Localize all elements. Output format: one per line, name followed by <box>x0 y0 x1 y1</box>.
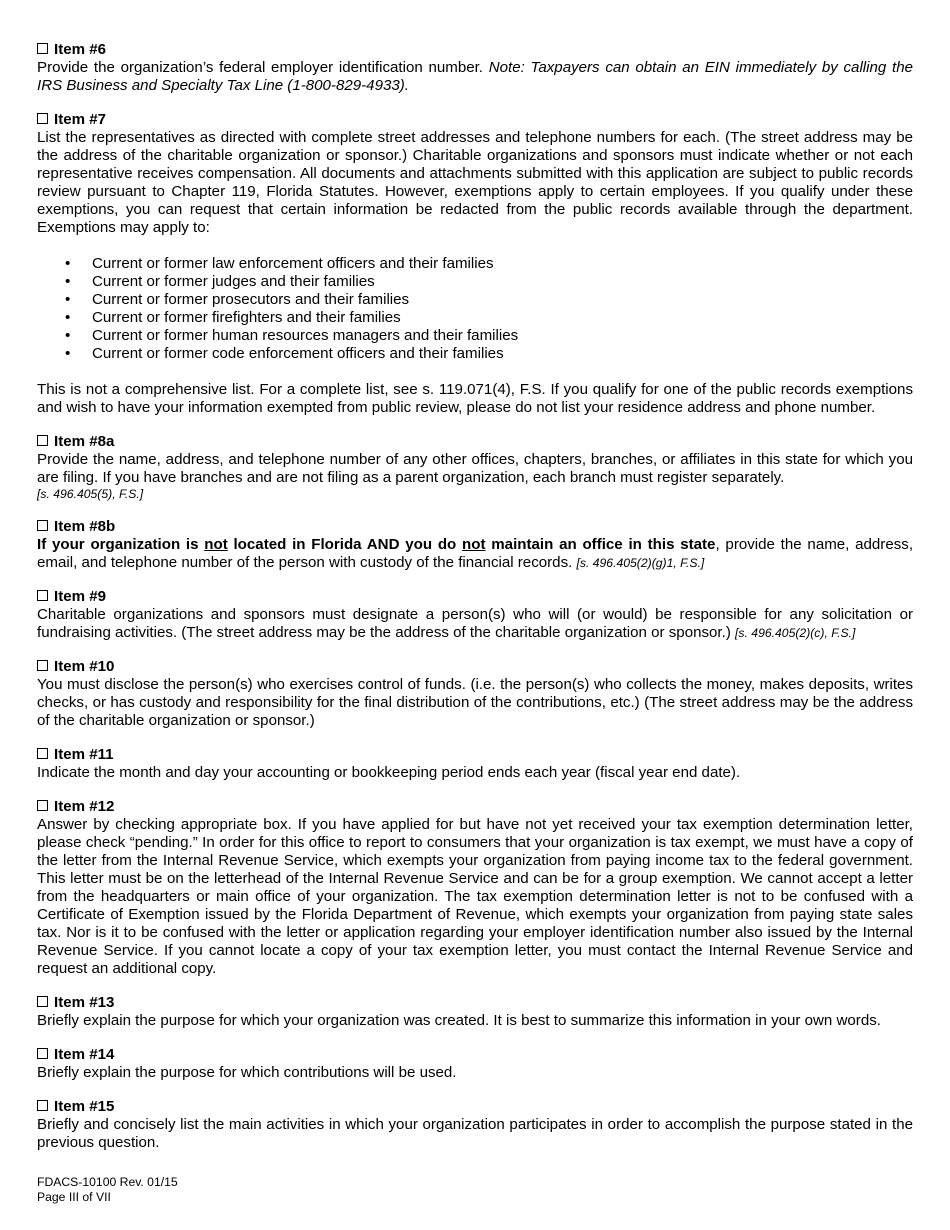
item-7-text: List the representatives as directed with complete street addresses and telephone numbers for each. (The street address may be the address of the charitable organization or sponsor.) Charitable organizations and sponsors must indicate whether or not each representative receives compensation. All documents and attachments submitted with this application are subject to public records review pursuant to Chapter 119, Florida Statutes. However, exemptions apply to certain employees. If you qualify under these exemptions, you can request that certain information be redacted from the public records available through the department. Exemptions may apply to: <box>37 129 913 236</box>
exemption-list <box>37 255 913 363</box>
item-8a <box>37 433 913 502</box>
item-15 <box>37 1098 913 1152</box>
checkbox-icon <box>37 113 48 124</box>
list-item: • Current or former code enforcement officers and their families <box>92 345 913 363</box>
item-8b-text: If your organization is not located in Florida AND you do not maintain an office in this state, provide the name, address, email, and telephone number of the person with custody of the financial records. [s. 496.405(2)(g)1, F.S.] <box>37 536 914 571</box>
checkbox-icon <box>37 520 48 531</box>
item-15-text: Briefly and concisely list the main activities in which your organization participates in order to accomplish the purpose stated in the previous question. <box>37 1116 913 1151</box>
page-number: Page III of VII <box>37 1190 111 1204</box>
item-11-text: Indicate the month and day your accounting or bookkeeping period ends each year (fiscal year end date). <box>37 764 741 781</box>
item-7-after-text: This is not a comprehensive list. For a complete list, see s. 119.071(4), F.S. If you qualify for one of the public records exemptions and wish to have your information exempted from public review, please do not list your residence address and phone number. <box>37 381 913 416</box>
item-12-heading: Item #12 <box>37 798 913 816</box>
item-8a-heading: Item #8a <box>37 433 913 451</box>
checkbox-icon <box>37 748 48 759</box>
item-13 <box>37 994 913 1030</box>
item-11 <box>37 746 913 782</box>
item-15-heading: Item #15 <box>37 1098 913 1116</box>
item-14-text: Briefly explain the purpose for which contributions will be used. <box>37 1064 457 1081</box>
checkbox-icon <box>37 996 48 1007</box>
checkbox-icon <box>37 435 48 446</box>
item-13-heading: Item #13 <box>37 994 913 1012</box>
checkbox-icon <box>37 800 48 811</box>
checkbox-icon <box>37 660 48 671</box>
item-10 <box>37 658 913 730</box>
document-page <box>37 41 913 1168</box>
list-item: • Current or former prosecutors and their families <box>92 291 913 309</box>
checkbox-icon <box>37 1048 48 1059</box>
item-6-heading: Item #6 <box>37 41 913 59</box>
checkbox-icon <box>37 590 48 601</box>
item-8a-text: Provide the name, address, and telephone number of any other offices, chapters, branches, or affiliates in this state for which you are filing. If you have branches and are not filing as a parent organization, each branch must register separately. <box>37 451 913 486</box>
checkbox-icon <box>37 1100 48 1111</box>
item-6 <box>37 41 913 95</box>
list-item: • Current or former judges and their families <box>92 273 913 291</box>
item-7-heading: Item #7 <box>37 111 913 129</box>
item-8b <box>37 518 913 572</box>
item-13-text: Briefly explain the purpose for which your organization was created. It is best to summarize this information in your own words. <box>37 1012 881 1029</box>
item-12-text: Answer by checking appropriate box. If you have applied for but have not yet received your tax exemption determination letter, please check “pending.” In order for this office to report to consumers that your organization is tax exempt, we must have a copy of the letter from the Internal Revenue Service, which exempts your organization from paying income tax to the federal government. This letter must be on the letterhead of the Internal Revenue Service and can be for a group exemption. We cannot accept a letter from the headquarters or main office of your organization. The tax exemption determination letter is not to be confused with a Certificate of Exemption issued by the Florida Department of Revenue, which exempts your organization from paying state sales tax. Nor is it to be confused with the letter or application regarding your employer identification number also issued by the Internal Revenue Service. If you cannot locate a copy of your tax exemption letter, you must contact the Internal Revenue Service and request an additional copy. <box>37 816 913 977</box>
item-14-heading: Item #14 <box>37 1046 913 1064</box>
item-8a-citation: [s. 496.405(5), F.S.] <box>37 487 144 501</box>
item-10-text: You must disclose the person(s) who exercises control of funds. (i.e. the person(s) who collects the money, makes deposits, writes checks, or has custody and responsibility for the final distribution of the contributions, etc.) (The street address may be the address of the charitable organization or sponsor.) <box>37 676 913 729</box>
item-9-text: Charitable organizations and sponsors must designate a person(s) who will (or would) be responsible for any solicitation or fundraising activities. (The street address may be the address of the charitable organization or sponsor.) [s. 496.405(2)(c), F.S.] <box>37 606 913 641</box>
checkbox-icon <box>37 43 48 54</box>
item-8b-heading: Item #8b <box>37 518 913 536</box>
item-12 <box>37 798 913 978</box>
page-footer <box>37 1175 178 1205</box>
list-item: • Current or former firefighters and their families <box>92 309 913 327</box>
item-9-citation: [s. 496.405(2)(c), F.S.] <box>735 626 856 640</box>
item-10-heading: Item #10 <box>37 658 913 676</box>
form-number: FDACS-10100 Rev. 01/15 <box>37 1175 178 1189</box>
item-6-text: Provide the organization’s federal employer identification number. Note: Taxpayers can obtain an EIN immediately by calling the IRS Business and Specialty Tax Line (1-800-829-4933). <box>37 59 913 94</box>
item-11-heading: Item #11 <box>37 746 913 764</box>
item-8b-citation: [s. 496.405(2)(g)1, F.S.] <box>576 556 705 570</box>
item-7 <box>37 111 913 417</box>
item-9-heading: Item #9 <box>37 588 913 606</box>
item-6-note: Note: Taxpayers can obtain an EIN immediately by calling the IRS Business and Specialty Tax Line (1-800-829-4933). <box>37 59 913 94</box>
item-14 <box>37 1046 913 1082</box>
list-item: • Current or former law enforcement officers and their families <box>92 255 913 273</box>
item-9 <box>37 588 913 642</box>
list-item: • Current or former human resources managers and their families <box>92 327 913 345</box>
